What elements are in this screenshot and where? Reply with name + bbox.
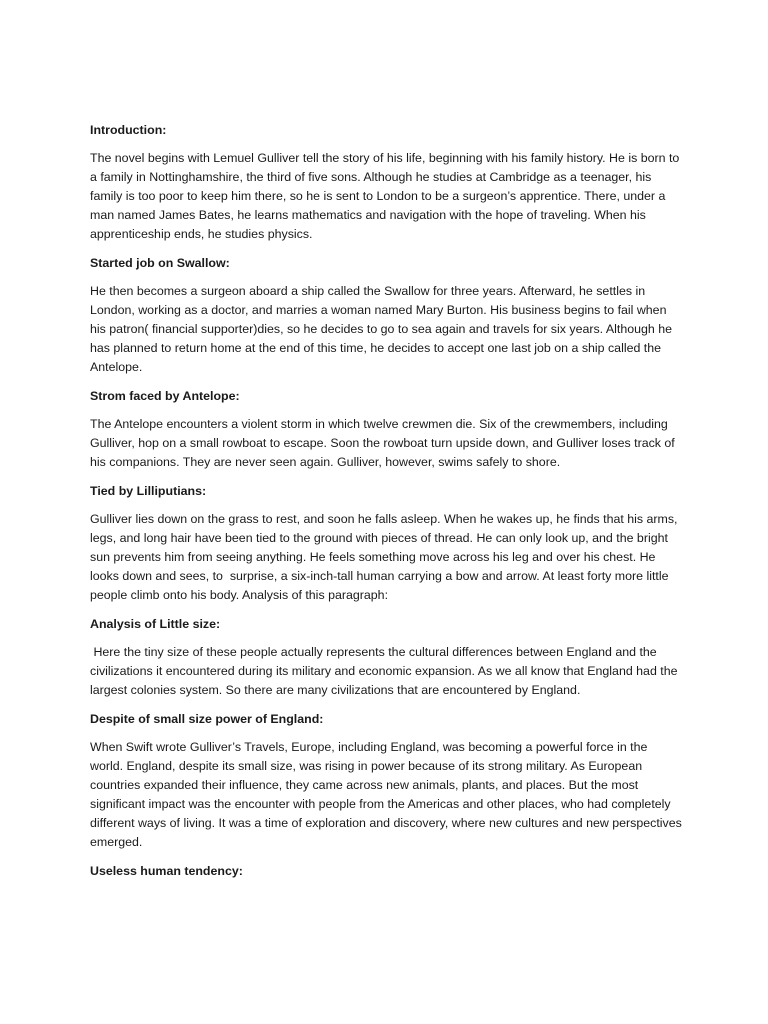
- section-heading-useless-tendency: Useless human tendency:: [90, 864, 243, 878]
- document-body: [90, 121, 686, 890]
- section-heading-power-of-england: Despite of small size power of England:: [90, 712, 324, 726]
- section-paragraph-little-size: Here the tiny size of these people actually represents the cultural differences between England and the civilizations it encountered during its military and economic expansion. As we all know that England had the largest colonies system. So there are many civilizations that are encountered by England.: [90, 645, 681, 697]
- section-heading-lilliputians: Tied by Lilliputians:: [90, 484, 207, 498]
- section-heading-storm: Strom faced by Antelope:: [90, 389, 240, 403]
- section-heading-introduction: Introduction:: [90, 123, 167, 137]
- section-paragraph-storm: The Antelope encounters a violent storm in which twelve crewmen die. Six of the crewmembers, including Gulliver, hop on a small rowboat to escape. Soon the rowboat turn upside down, and Gulliver loses track of his companions. They are never seen again. Gulliver, however, swims safely to shore.: [90, 417, 679, 469]
- section-paragraph-lilliputians: Gulliver lies down on the grass to rest, and soon he falls asleep. When he wakes up, he finds that his arms, legs, and long hair have been tied to the ground with pieces of thread. He can only look up, and the bright sun prevents him from seeing anything. He feels something move across his leg and over his chest. He looks down and sees, to surprise, a six-inch-tall human carrying a bow and arrow. At least forty more little people climb onto his body. Analysis of this paragraph:: [90, 512, 681, 602]
- section-paragraph-introduction: The novel begins with Lemuel Gulliver tell the story of his life, beginning with his family history. He is born to a family in Nottinghamshire, the third of five sons. Although he studies at Cambridge as a teenager, his family is too poor to keep him there, so he is sent to London to be a surgeon’s apprentice. There, under a man named James Bates, he learns mathematics and navigation with the hope of traveling. When his apprenticeship ends, he studies physics.: [90, 151, 683, 241]
- section-paragraph-power-of-england: When Swift wrote Gulliver’s Travels, Europe, including England, was becoming a powerful force in the world. England, despite its small size, was rising in power because of its strong military. As European countries expanded their influence, they came across new animals, plants, and places. But the most significant impact was the encounter with people from the Americas and other places, who had completely different ways of living. It was a time of exploration and discovery, where new cultures and new perspectives emerged.: [90, 740, 686, 849]
- section-paragraph-swallow: He then becomes a surgeon aboard a ship called the Swallow for three years. Afterward, he settles in London, working as a doctor, and marries a woman named Mary Burton. His business begins to fail when his patron( financial supporter)dies, so he decides to go to sea again and travels for six years. Although he has planned to return home at the end of this time, he decides to accept one last job on a ship called the Antelope.: [90, 284, 676, 374]
- section-heading-swallow: Started job on Swallow:: [90, 256, 230, 270]
- section-heading-little-size: Analysis of Little size:: [90, 617, 221, 631]
